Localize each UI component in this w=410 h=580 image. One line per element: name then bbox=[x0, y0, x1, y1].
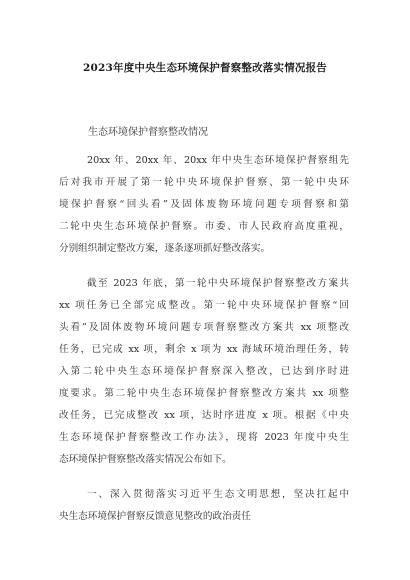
document-title: 2023年度中央生态环境保护督察整改落实情况报告 bbox=[82, 62, 328, 74]
paragraph-3 bbox=[59, 484, 349, 528]
paragraph-line: 度要求。第二轮中央生态环境保护督察整改方案共 xx 项整 bbox=[59, 388, 349, 399]
paragraph-2 bbox=[59, 273, 349, 471]
section-heading: 生态环境保护督察整改情况 bbox=[88, 127, 208, 138]
paragraph-line: xx 项任务已全部完成整改。第一轮中央环境保护督察“回 bbox=[59, 300, 349, 311]
paragraph-line: 生态环境保护督察整改工作办法》，现将 2023 年度中央生 bbox=[59, 432, 349, 443]
paragraph-line: 20xx 年、20xx 年、20xx 年中央生态环境保护督察组先 bbox=[87, 155, 349, 166]
paragraph-line: 后对我市开展了第一轮中央环境保护督察、第一轮中央环 bbox=[59, 177, 349, 188]
paragraph-line: 二轮中央生态环境保护督察。市委、市人民政府高度重视， bbox=[59, 221, 349, 232]
paragraph-line: 截至 2023 年底，第一轮中央环境保护督察整改方案共 bbox=[87, 278, 349, 289]
paragraph-line: 改任务，已完成整改 xx 项，达时序进度 x 项。根据《中央 bbox=[59, 410, 349, 421]
paragraph-line: 分别组织制定整改方案，逐条逐项抓好整改落实。 bbox=[59, 243, 271, 254]
paragraph-line: 任务，已完成 xx 项，剩余 x 项为 xx 海域环境治理任务，转 bbox=[59, 344, 349, 355]
paragraph-line: 央生态环境保护督察反馈意见整改的政治责任 bbox=[59, 511, 251, 522]
paragraph-line: 境保护督察“回头看”及固体废物环境问题专项督察和第 bbox=[59, 199, 349, 210]
paragraph-line: 态环境保护督察整改落实情况公布如下。 bbox=[59, 454, 232, 465]
paragraph-line: 入第二轮中央生态环境保护督察深入整改，已达到序时进 bbox=[59, 366, 349, 377]
paragraph-line: 头看”及固体废物环境问题专项督察整改方案共 xx 项整改 bbox=[59, 322, 349, 333]
paragraph-1 bbox=[59, 150, 349, 260]
paragraph-line: 一、深入贯彻落实习近平生态文明思想，坚决扛起中 bbox=[87, 489, 349, 500]
